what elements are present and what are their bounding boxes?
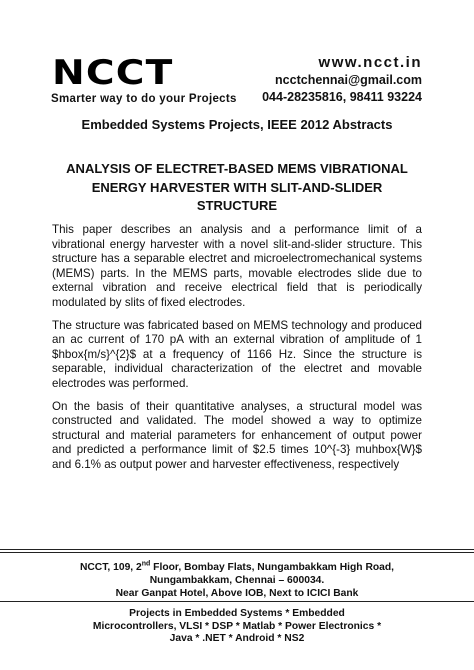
tagline: Smarter way to do your Projects	[51, 93, 237, 105]
projects-line: Java * .NET * Android * NS2	[169, 633, 305, 644]
footer-divider	[0, 549, 474, 550]
email-link[interactable]: ncctchennai@gmail.com	[275, 73, 422, 87]
address-line	[40, 561, 434, 574]
address-rest: Floor, Bombay Flats, Nungambakkam High Road,	[150, 562, 395, 573]
contact-block	[262, 54, 422, 106]
address-prefix: NCCT, 109, 2	[79, 562, 142, 573]
address-line: Nungambakkam, Chennai – 600034.	[149, 575, 325, 586]
ncct-logo: NCCT	[52, 53, 174, 93]
website-link[interactable]: www.ncct.in	[318, 54, 422, 71]
footer-divider	[0, 601, 474, 602]
abstract-paragraph: The structure was fabricated based on MEMS technology and produced an ac current of 170 pA with an external vibration of amplitude of 1 $hbox{m/s}^{2}$ at a frequency of 1166 Hz. Since the structure is separable, individual characterization of the electret and movable electrodes was performed.	[52, 318, 422, 390]
page-subtitle: Embedded Systems Projects, IEEE 2012 Abstracts	[81, 117, 393, 132]
abstract-body	[52, 223, 422, 481]
footer-projects	[40, 608, 434, 646]
paper-title: ANALYSIS OF ELECTRET-BASED MEMS VIBRATIONAL ENERGY HARVESTER WITH SLIT-AND-SLIDER STRUCTURE	[66, 161, 408, 213]
address-superscript: nd	[141, 560, 151, 568]
abstract-paragraph: On the basis of their quantitative analyses, a structural model was constructed and validated. The model showed a way to optimize structural and material parameters for enhancement of output power and predicted a performance limit of $2.5 times 10^{-3} muhbox{W}$ and 6.1% as output power and harvester effectiveness, respectively	[52, 399, 422, 471]
abstract-paragraph: This paper describes an analysis and a performance limit of a vibrational energy harvester with a novel slit-and-slider structure. This structure has a separable electret and microelectromechanical systems (MEMS) parts. In the MEMS parts, movable electrodes slide due to external vibration and receive electrical field that is periodically modulated by slits of fixed electrodes.	[52, 223, 422, 309]
address-line: Near Ganpat Hotel, Above IOB, Next to ICICI Bank	[115, 588, 359, 599]
projects-line: Microcontrollers, VLSI * DSP * Matlab * Power Electronics *	[92, 620, 382, 632]
projects-line: Projects in Embedded Systems * Embedded	[129, 608, 345, 619]
phone-numbers: 044-28235816, 98411 93224	[262, 90, 422, 104]
footer-address	[40, 561, 434, 600]
footer-divider	[0, 552, 474, 553]
